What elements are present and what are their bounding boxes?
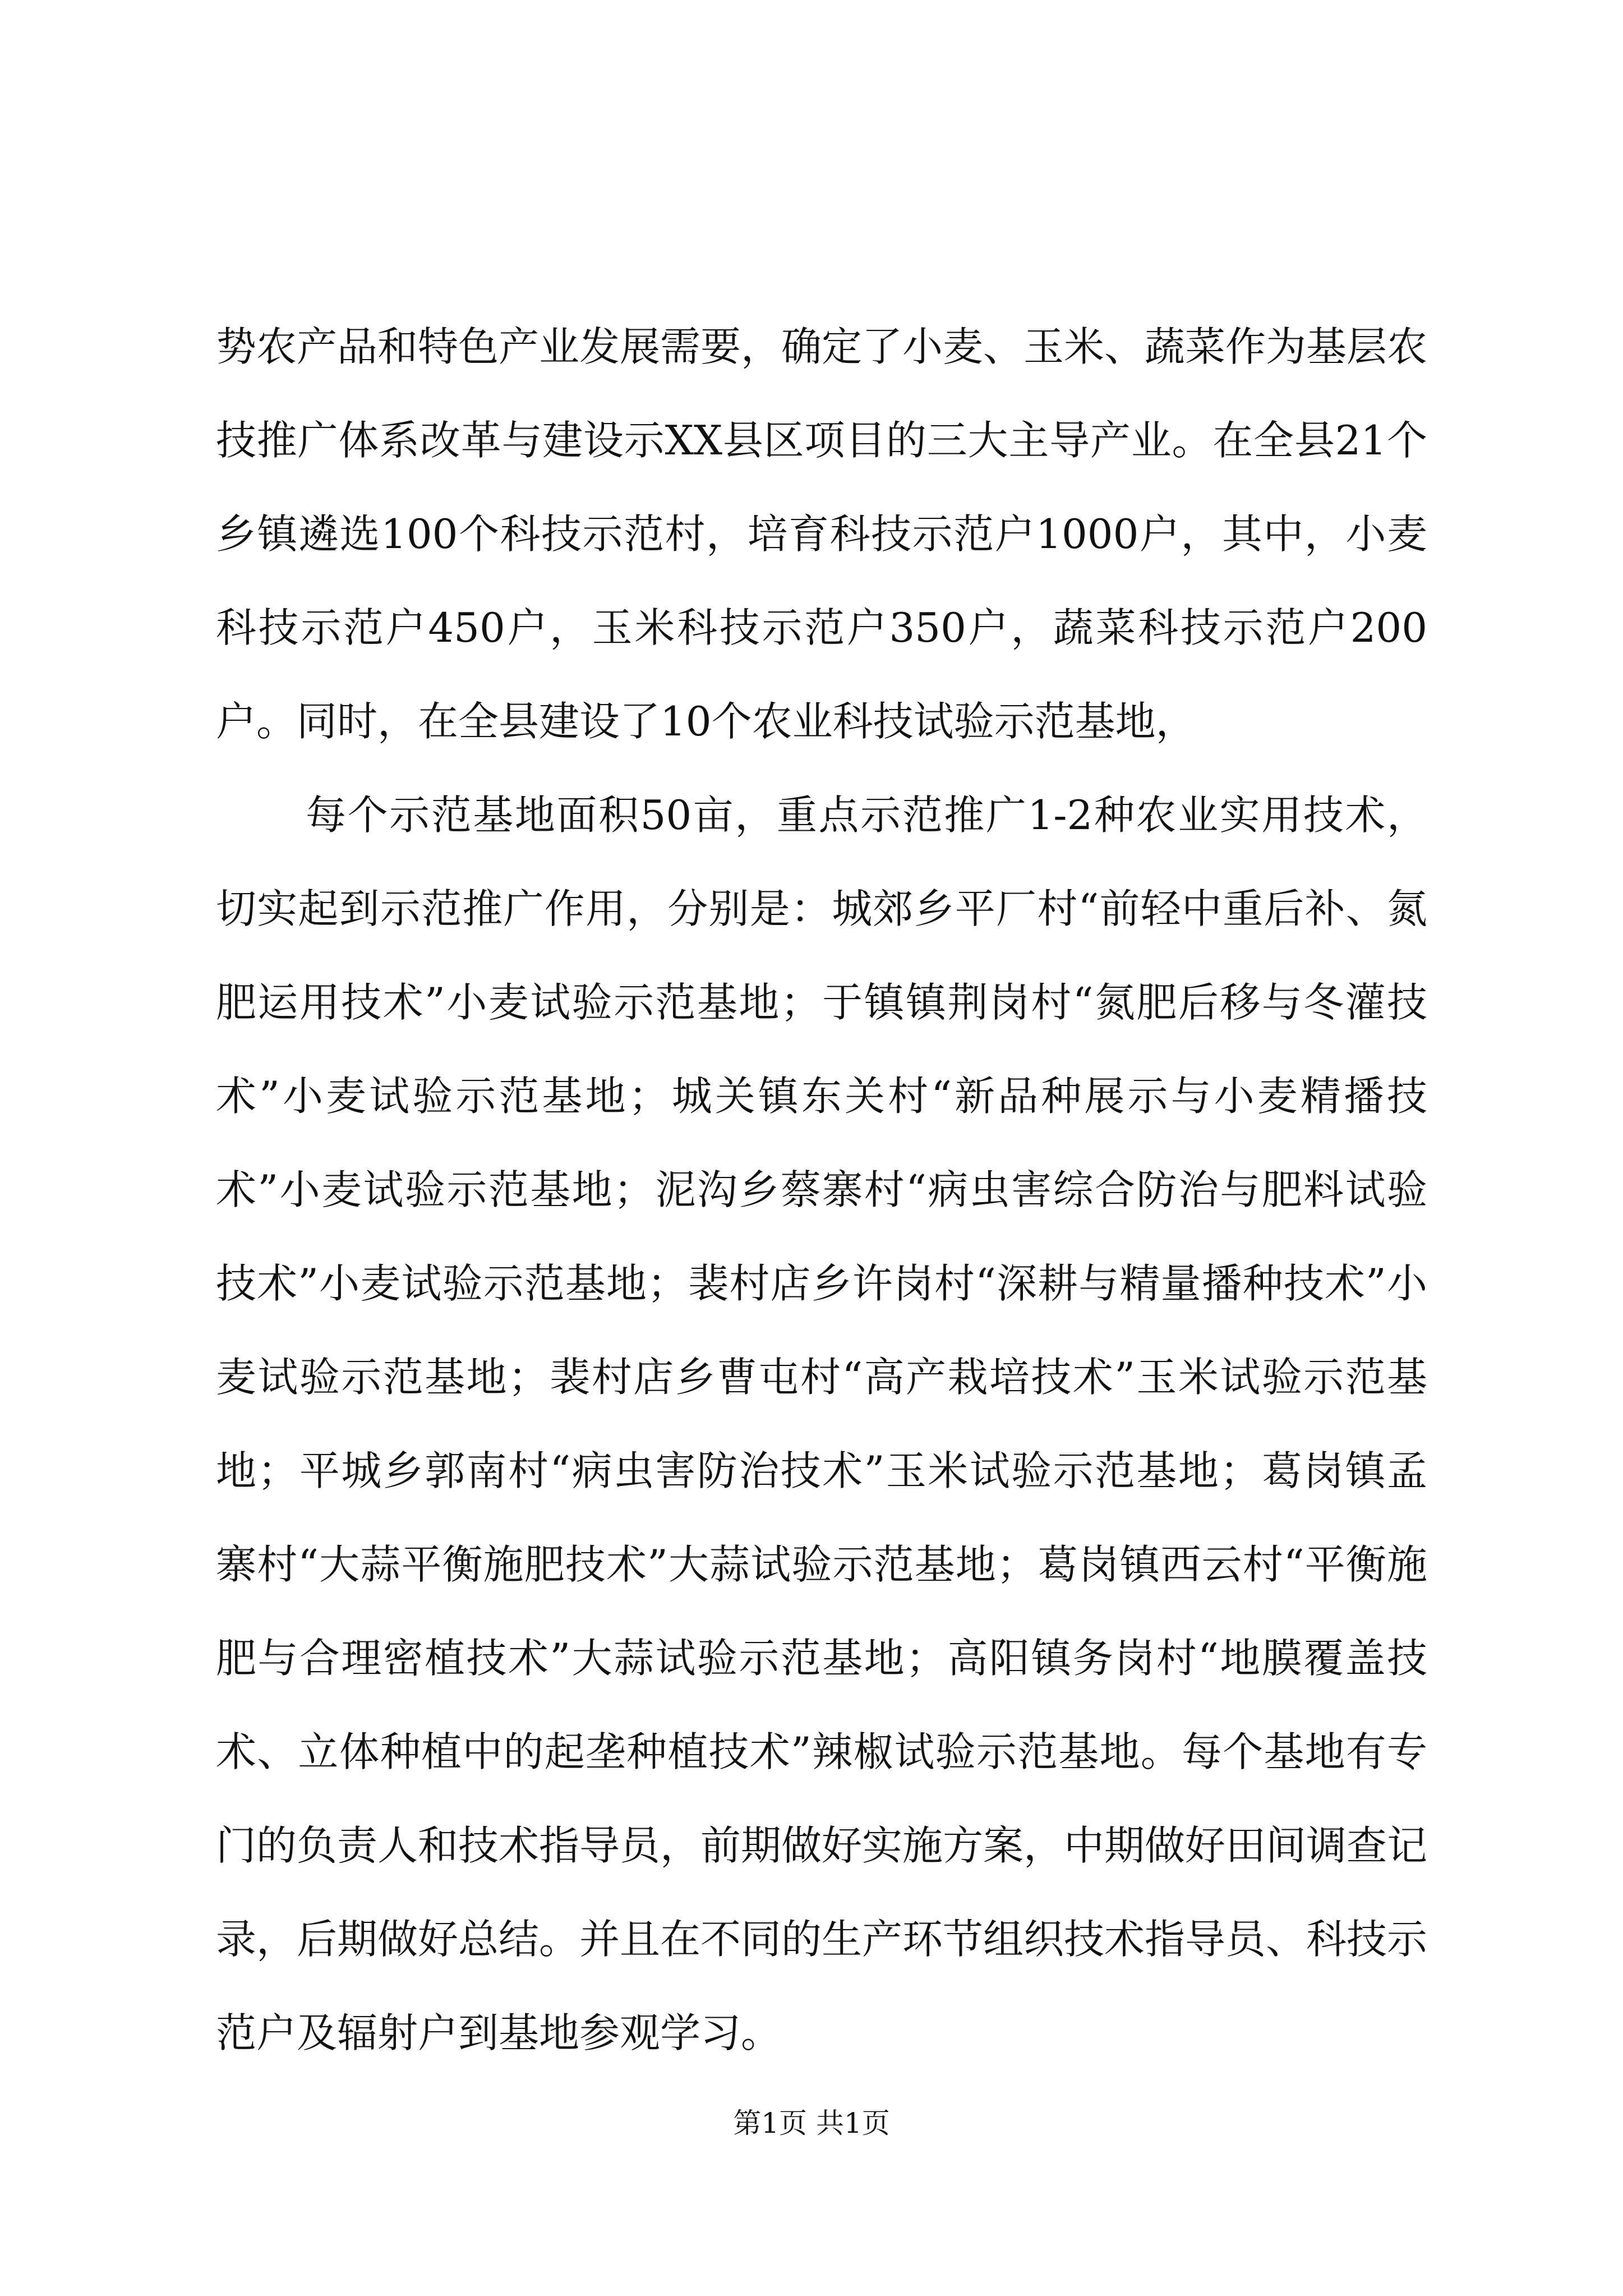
page-footer: 第1页 共1页 (733, 2107, 890, 2139)
paragraph-continued: 势农产品和特色产业发展需要，确定了小麦、玉米、蔬菜作为基层农技推广体系改革与建设示XX县区项目的三大主导产业。在全县21个乡镇遴选100个科技示范村，培育科技示范户1000户，其中，小麦科技示范户450户，玉米科技示范户350户，蔬菜科技示范户200户。同时，在全县建设了10个农业科技试验示范基地， (216, 323, 1428, 745)
paragraph-demonstration-bases: 每个示范基地面积50亩，重点示范推广1-2种农业实用技术，切实起到示范推广作用，分别是：城郊乡平厂村“前轻中重后补、氮肥运用技术”小麦试验示范基地；于镇镇荆岗村“氮肥后移与冬灌技术”小麦试验示范基地；城关镇东关村“新品种展示与小麦精播技术”小麦试验示范基地；泥沟乡蔡寨村“病虫害综合防治与肥料试验技术”小麦试验示范基地；裴村店乡许岗村“深耕与精量播种技术”小麦试验示范基地；裴村店乡曹屯村“高产栽培技术”玉米试验示范基地；平城乡郭南村“病虫害防治技术”玉米试验示范基地；葛岗镇孟寨村“大蒜平衡施肥技术”大蒜试验示范基地；葛岗镇西云村“平衡施肥与合理密植技术”大蒜试验示范基地；高阳镇务岗村“地膜覆盖技术、立体种植中的起垄种植技术”辣椒试验示范基地。每个基地有专门的负责人和技术指导员，前期做好实施方案，中期做好田间调查记录，后期做好总结。并且在不同的生产环节组织技术指导员、科技示范户及辐射户到基地参观学习。 (216, 792, 1428, 2056)
document-body (216, 300, 1427, 2080)
